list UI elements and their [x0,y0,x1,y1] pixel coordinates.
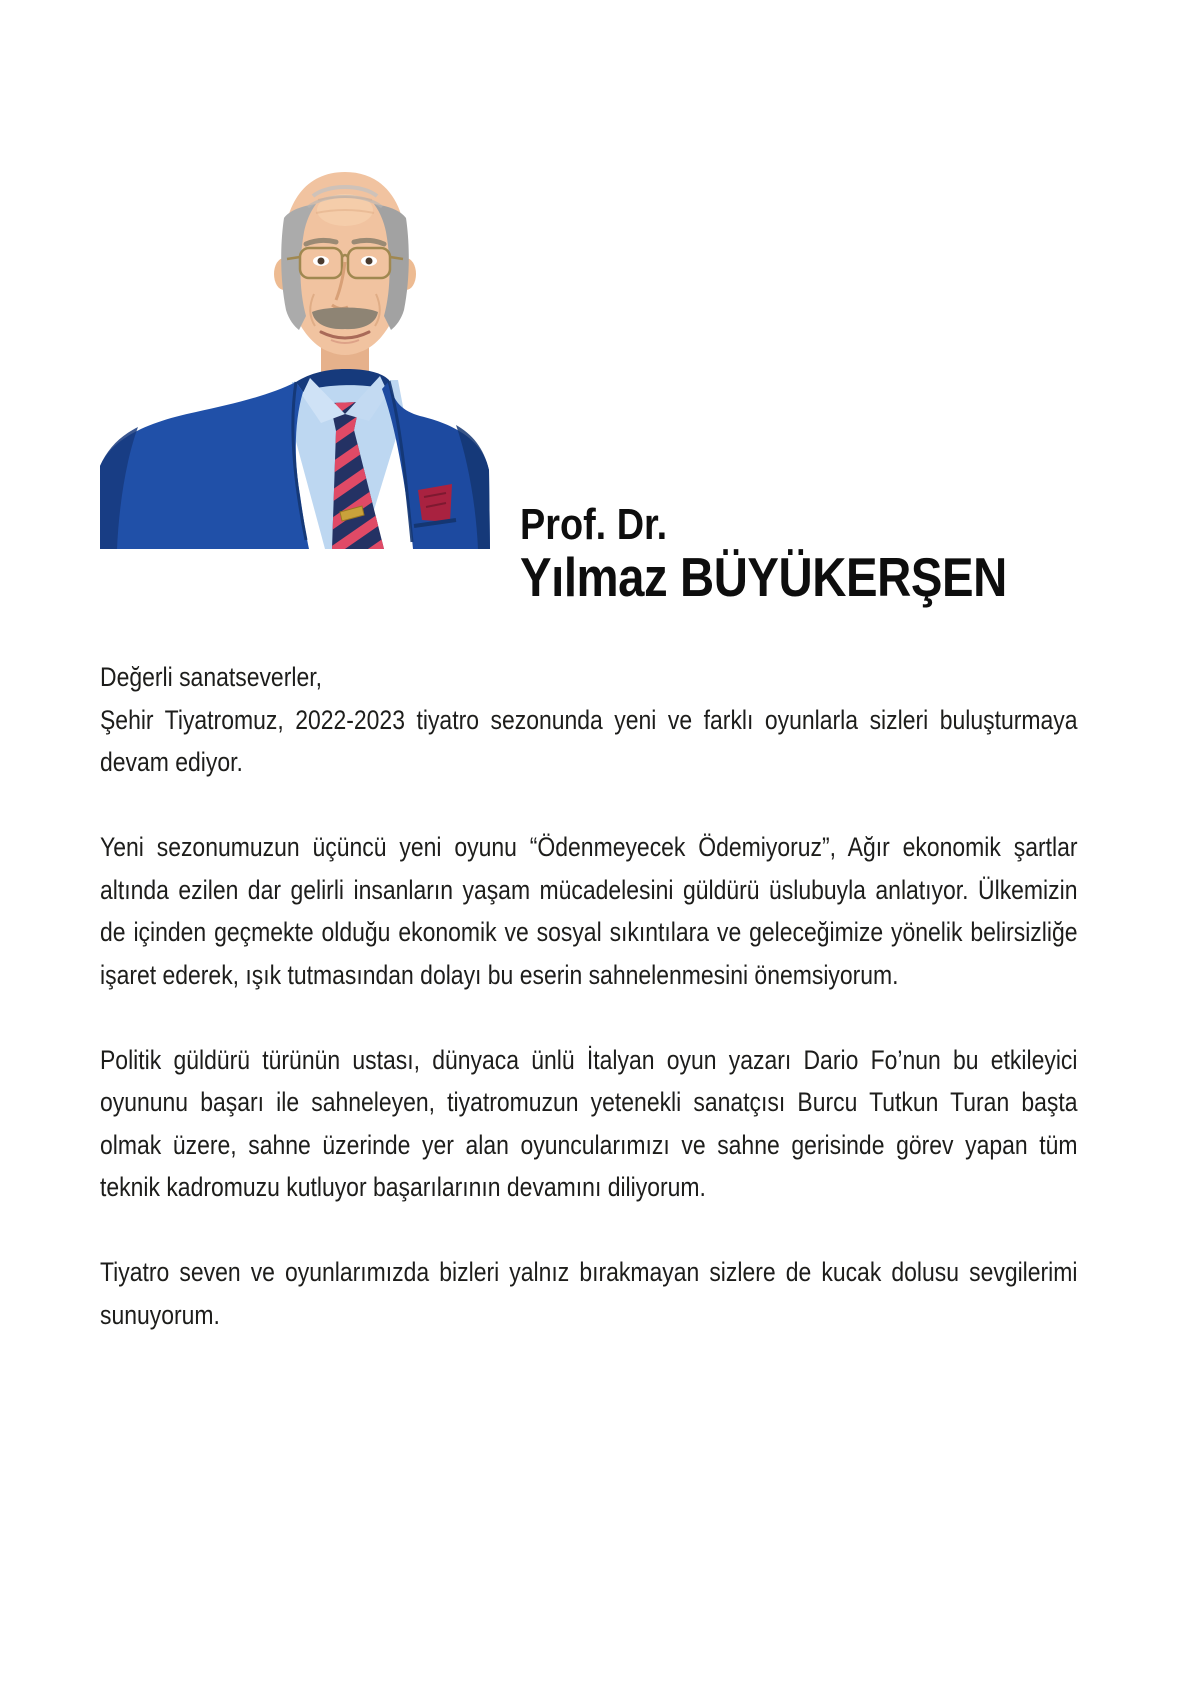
portrait-illustration [100,160,490,549]
paragraph-3: Politik güldürü türünün ustası, dünyaca ünlü İtalyan oyun yazarı Dario Fo’nun bu etkileyici oyununu başarı ile sahneleyen, tiyatromuzun yetenekli sanatçısı Burcu Tutkun Turan başta olmak üzere, sahne üzerinde yer alan oyuncularımızı ve sahne gerisinde görev yapan tüm teknik kadromuzu kutluyor başarılarının devamını diliyorum. [100,1044,1078,1202]
suit [100,358,490,549]
title-block [520,502,1007,606]
paragraph-4: Tiyatro seven ve oyunlarımızda bizleri yalnız bırakmayan sizlere de kucak dolusu sevgilerimi sunuyorum. [100,1257,1078,1330]
salutation: Değerli sanatseverler, [100,662,322,692]
paragraph-1: Şehir Tiyatromuz, 2022-2023 tiyatro sezonunda yeni ve farklı oyunlarla sizleri buluşturmaya devam ediyor. [100,704,1078,777]
letter-body [100,656,1078,1336]
paragraph-2: Yeni sezonumuzun üçüncü yeni oyunu “Ödenmeyecek Ödemiyoruz”, Ağır ekonomik şartlar altında ezilen dar gelirli insanların yaşam mücadelesini güldürü üslubuyla anlatıyor. Ülkemizin de içinden geçmekte olduğu ekonomik ve sosyal sıkıntılara ve geleceğimize yönelik belirsizliğe işaret ederek, ışık tutmasından dolayı bu eserin sahnelenmesini önemsiyorum. [100,832,1078,990]
portrait-photo [100,160,490,549]
head [274,172,416,399]
person-title: Prof. Dr. [520,500,668,549]
person-name: Yılmaz BÜYÜKERŞEN [520,546,1007,608]
